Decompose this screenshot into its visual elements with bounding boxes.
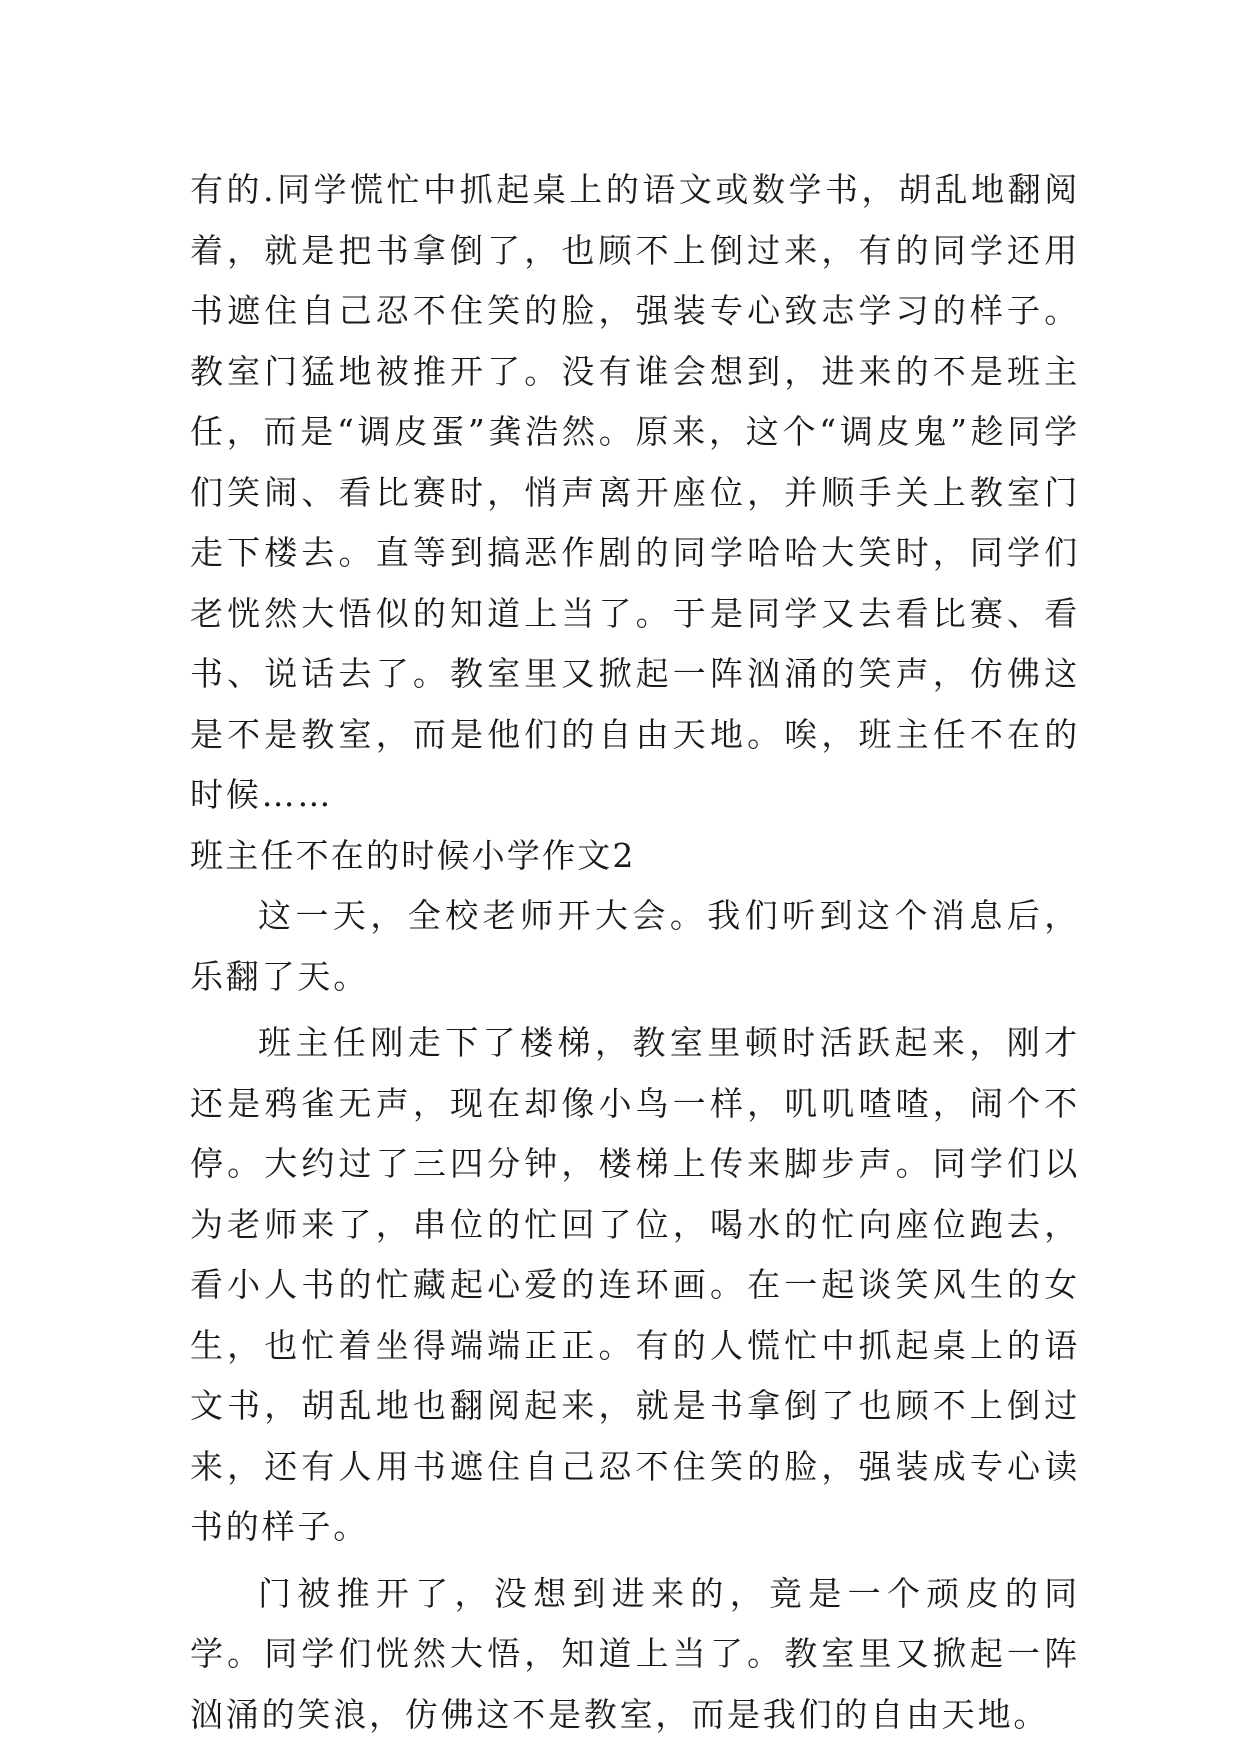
body-paragraph-3: 门被推开了，没想到进来的，竟是一个顽皮的同学。同学们恍然大悟，知道上当了。教室里又掀起一阵汹涌的笑浪，仿佛这不是教室，而是我们的自由天地。 <box>190 1573 1080 1734</box>
essay-heading: 班主任不在的时候小学作文2 <box>190 835 636 875</box>
body-paragraph-1: 这一天，全校老师开大会。我们听到这个消息后，乐翻了天。 <box>190 896 1080 996</box>
document-page <box>190 160 1080 1745</box>
body-paragraph-2: 班主任刚走下了楼梯，教室里顿时活跃起来，刚才还是鸦雀无声，现在却像小鸟一样，叽叽喳喳，闹个不停。大约过了三四分钟，楼梯上传来脚步声。同学们以为老师来了，串位的忙回了位，喝水的忙向座位跑去，看小人书的忙藏起心爱的连环画。在一起谈笑风生的女生，也忙着坐得端端正正。有的人慌忙中抓起桌上的语文书，胡乱地也翻阅起来，就是书拿倒了也顾不上倒过来，还有人用书遮住自己忍不住笑的脸，强装成专心读书的样子。 <box>190 1023 1080 1546</box>
continuation-paragraph: 有的.同学慌忙中抓起桌上的语文或数学书，胡乱地翻阅着，就是把书拿倒了，也顾不上倒过来，有的同学还用书遮住自己忍不住笑的脸，强装专心致志学习的样子。教室门猛地被推开了。没有谁会想到，进来的不是班主任，而是“调皮蛋”龚浩然。原来，这个“调皮鬼”趁同学们笑闹、看比赛时，悄声离开座位，并顺手关上教室门走下楼去。直等到搞恶作剧的同学哈哈大笑时，同学们老恍然大悟似的知道上当了。于是同学又去看比赛、看书、说话去了。教室里又掀起一阵汹涌的笑声，仿佛这是不是教室，而是他们的自由天地。唉，班主任不在的时候…… <box>190 170 1080 814</box>
